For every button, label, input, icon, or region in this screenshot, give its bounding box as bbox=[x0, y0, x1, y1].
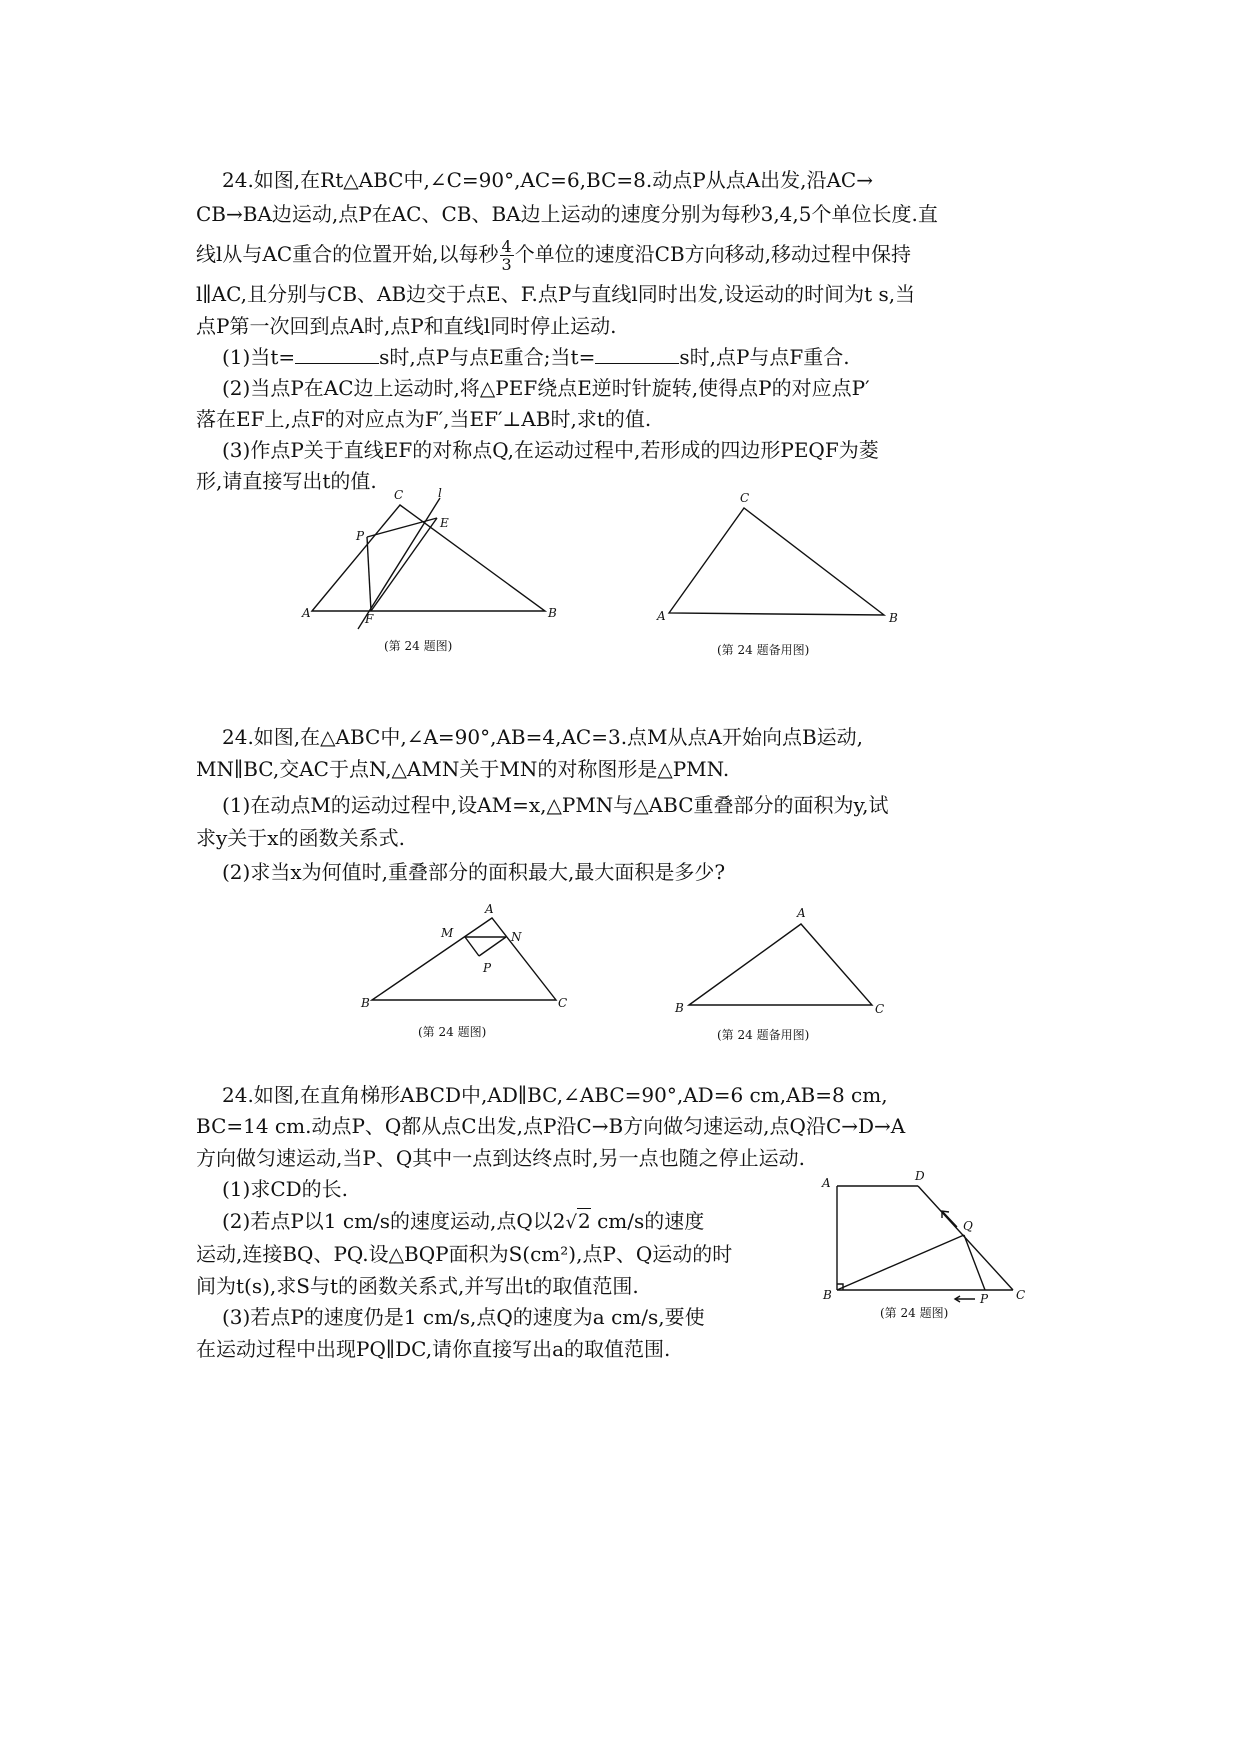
p3-question-3b: 在运动过程中出现PQ∥DC,请你直接写出a的取值范围. bbox=[196, 1337, 671, 1361]
p1-line-3b: 个单位的速度沿CB方向移动,移动过程中保持 bbox=[514, 242, 912, 266]
p2-question-1b: 求y关于x的函数关系式. bbox=[196, 826, 405, 850]
p2-question-2: (2)求当x为何值时,重叠部分的面积最大,最大面积是多少? bbox=[222, 860, 726, 884]
p1-question-3b: 形,请直接写出t的值. bbox=[196, 469, 377, 493]
label-p-2: P bbox=[483, 961, 492, 975]
p3-q2a-part-1: (2)若点P以1 cm/s的速度运动,点Q以2 bbox=[222, 1209, 566, 1233]
label-b: B bbox=[548, 606, 557, 620]
p3-question-3a: (3)若点P的速度仍是1 cm/s,点Q的速度为a cm/s,要使 bbox=[222, 1305, 705, 1329]
label-d: D bbox=[915, 1169, 925, 1183]
label-f: F bbox=[365, 612, 374, 626]
label-p-3: P bbox=[980, 1292, 989, 1306]
p1-q1-part-a: (1)当t= bbox=[222, 345, 296, 369]
arrow-q-shaft bbox=[942, 1211, 957, 1227]
p1-question-3a: (3)作点P关于直线EF的对称点Q,在运动过程中,若形成的四边形PEQF为菱 bbox=[222, 438, 879, 462]
p3-question-2b: 运动,连接BQ、PQ.设△BQP面积为S(cm²),点P、Q运动的时 bbox=[196, 1242, 733, 1266]
p3-question-1: (1)求CD的长. bbox=[222, 1177, 349, 1201]
fraction-numerator: 4 bbox=[501, 237, 512, 256]
label-e: E bbox=[440, 516, 449, 530]
segment-pq bbox=[964, 1235, 985, 1290]
trapezoid-abcd bbox=[837, 1186, 1013, 1302]
label-c: C bbox=[394, 488, 404, 502]
p2-line-1: 24.如图,在△ABC中,∠A=90°,AB=4,AC=3.点M从点A开始向点B运动, bbox=[222, 725, 864, 749]
spare-label-c: C bbox=[740, 491, 750, 505]
p1-line-4: l∥AC,且分别与CB、AB边交于点E、F.点P与直线l同时出发,设运动的时间为t s,当 bbox=[196, 282, 916, 306]
label-a-2: A bbox=[485, 902, 494, 916]
p1-q1-part-b: s时,点P与点E重合;当t= bbox=[379, 345, 596, 369]
sqrt-radicand: 2 bbox=[578, 1209, 591, 1233]
p2-caption-spare: (第 24 题备用图) bbox=[717, 1028, 810, 1042]
label-n: N bbox=[511, 930, 522, 944]
fraction-denominator: 3 bbox=[501, 255, 512, 274]
label-a-3: A bbox=[822, 1176, 831, 1190]
p1-question-2a: (2)当点P在AC边上运动时,将△PEF绕点E逆时针旋转,使得点P的对应点P′ bbox=[222, 376, 870, 400]
p2-question-1a: (1)在动点M的运动过程中,设AM=x,△PMN与△ABC重叠部分的面积为y,试 bbox=[222, 793, 889, 817]
p2-caption-figure: (第 24 题图) bbox=[418, 1025, 487, 1039]
p1-line-3a: 线l从与AC重合的位置开始,以每秒 bbox=[196, 242, 499, 266]
label-c-2: C bbox=[558, 996, 568, 1010]
p3-line-3: 方向做匀速运动,当P、Q其中一点到达终点时,另一点也随之停止运动. bbox=[196, 1146, 805, 1170]
p1-line-2: CB→BA边运动,点P在AC、CB、BA边上运动的速度分别为每秒3,4,5个单位长度.直 bbox=[196, 202, 938, 226]
p1-caption-spare: (第 24 题备用图) bbox=[717, 643, 810, 657]
sqrt-symbol: √ bbox=[565, 1212, 577, 1233]
p3-figure-labels bbox=[821, 1169, 1025, 1306]
label-m: M bbox=[441, 926, 454, 940]
label-c-3: C bbox=[1016, 1288, 1026, 1302]
label-p: P bbox=[356, 529, 365, 543]
label-a: A bbox=[302, 606, 311, 620]
label-b-3: B bbox=[823, 1288, 832, 1302]
label-q: Q bbox=[963, 1219, 973, 1233]
spare-label-a: A bbox=[657, 609, 666, 623]
p1-line-5: 点P第一次回到点A时,点P和直线l同时停止运动. bbox=[196, 314, 617, 338]
p1-question-2b: 落在EF上,点F的对应点为F′,当EF′⊥AB时,求t的值. bbox=[196, 407, 652, 431]
p3-question-2c: 间为t(s),求S与t的函数关系式,并写出t的取值范围. bbox=[196, 1274, 639, 1298]
spare-label-c-2: C bbox=[875, 1002, 885, 1016]
spare-label-a-2: A bbox=[797, 906, 806, 920]
spare-label-b: B bbox=[889, 611, 898, 625]
p3-line-1: 24.如图,在直角梯形ABCD中,AD∥BC,∠ABC=90°,AD=6 cm,AB=8 cm, bbox=[222, 1083, 888, 1107]
p2-line-2: MN∥BC,交AC于点N,△AMN关于MN的对称图形是△PMN. bbox=[196, 757, 730, 781]
spare-label-b-2: B bbox=[675, 1001, 684, 1015]
p1-line-1: 24.如图,在Rt△ABC中,∠C=90°,AC=6,BC=8.动点P从点A出发,沿AC→ bbox=[222, 168, 873, 192]
p3-caption-figure: (第 24 题图) bbox=[880, 1306, 949, 1320]
p1-q1-part-c: s时,点P与点F重合. bbox=[679, 345, 850, 369]
p3-line-2: BC=14 cm.动点P、Q都从点C出发,点P沿C→B方向做匀速运动,点Q沿C→D→A bbox=[196, 1114, 906, 1138]
label-b-2: B bbox=[361, 996, 370, 1010]
p1-caption-figure: (第 24 题图) bbox=[384, 639, 453, 653]
label-l: l bbox=[438, 486, 442, 500]
segment-bq bbox=[837, 1235, 964, 1290]
p3-q2a-part-2: cm/s的速度 bbox=[590, 1209, 705, 1233]
